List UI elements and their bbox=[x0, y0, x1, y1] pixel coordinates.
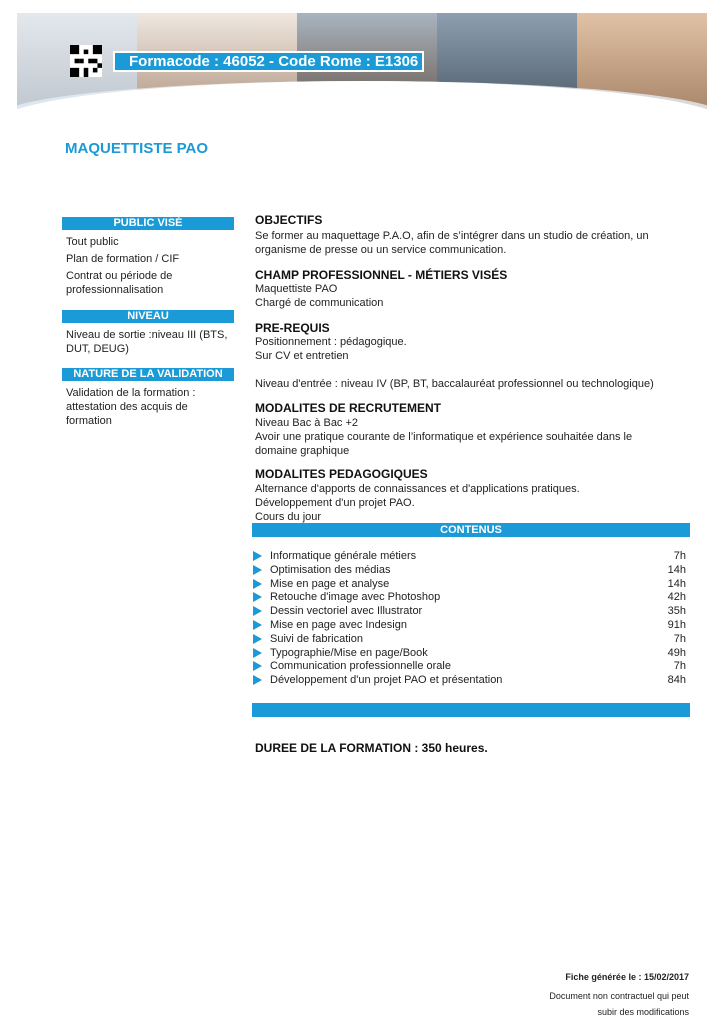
niveau-text: Niveau de sortie :niveau III (BTS, DUT, DEUG) bbox=[66, 329, 228, 355]
niveau-entree: Niveau d'entrée : niveau IV (BP, BT, baccalauréat professionnel ou technologique) bbox=[255, 378, 654, 390]
contenus-item-label: Informatique générale métiers bbox=[270, 550, 417, 562]
contenus-heading: CONTENUS bbox=[252, 523, 690, 537]
public-item: Tout public bbox=[66, 236, 119, 248]
public-item: Plan de formation / CIF bbox=[66, 253, 180, 265]
prerequis-heading: PRE-REQUIS bbox=[255, 321, 330, 335]
contenus-item-hours: 14h bbox=[667, 577, 686, 590]
contenus-item-label: Mise en page et analyse bbox=[270, 577, 390, 590]
objectifs-text: Se former au maquettage P.A.O, afin de s’intégrer dans un studio de création, un organisme de presse ou un service communication. bbox=[255, 230, 649, 256]
contenus-item bbox=[253, 549, 686, 563]
contenus-item-label: Mise en page avec Indesign bbox=[270, 619, 407, 631]
contenus-item-hours: 35h bbox=[667, 605, 686, 618]
contenus-item-hours: 42h bbox=[667, 591, 686, 604]
contenus-item-hours: 91h bbox=[667, 619, 686, 631]
contenus-item-label: Retouche d'image avec Photoshop bbox=[270, 591, 441, 604]
pedagogiques-heading: MODALITES PEDAGOGIQUES bbox=[255, 467, 428, 481]
generated-date: Fiche générée le : 15/02/2017 bbox=[565, 972, 689, 982]
contenus-item-label: Suivi de fabrication bbox=[270, 632, 363, 645]
triangle-bullet-icon bbox=[253, 565, 262, 575]
pedagogiques-line: Cours du jour bbox=[255, 511, 322, 523]
contenus-footer-bar bbox=[252, 703, 690, 717]
recrutement-heading: MODALITES DE RECRUTEMENT bbox=[255, 401, 441, 415]
contenus-item bbox=[253, 659, 686, 673]
contenus-item bbox=[253, 577, 686, 591]
pedagogiques-line: Développement d'un projet PAO. bbox=[255, 497, 415, 509]
pedagogiques-line: Alternance d'apports de connaissances et d'applications pratiques. bbox=[255, 483, 580, 495]
contenus-item-hours: 49h bbox=[667, 646, 686, 659]
contenus-item bbox=[253, 618, 686, 632]
objectifs-heading: OBJECTIFS bbox=[255, 213, 323, 227]
recrutement-line: Avoir une pratique courante de l’informatique et expérience souhaitée dans le domaine graphique bbox=[255, 431, 633, 457]
niveau-heading: NIVEAU bbox=[62, 310, 234, 323]
triangle-bullet-icon bbox=[253, 579, 262, 589]
contenus-item-label: Optimisation des médias bbox=[270, 563, 391, 576]
disclaimer-line: subir des modifications bbox=[597, 1007, 689, 1017]
contenus-item-hours: 7h bbox=[673, 550, 686, 562]
contenus-item bbox=[253, 590, 686, 604]
contenus-item-hours: 84h bbox=[667, 674, 686, 687]
contenus-item-label: Dessin vectoriel avec Illustrator bbox=[270, 605, 423, 618]
validation-text: Validation de la formation : attestation des acquis de formation bbox=[66, 387, 196, 427]
recrutement-line: Niveau Bac à Bac +2 bbox=[255, 417, 359, 429]
page-title: MAQUETTISTE PAO bbox=[65, 140, 209, 157]
triangle-bullet-icon bbox=[253, 648, 262, 658]
contenus-item bbox=[253, 604, 686, 618]
contenus-item bbox=[253, 673, 686, 687]
champ-line: Maquettiste PAO bbox=[255, 283, 338, 295]
champ-line: Chargé de communication bbox=[255, 297, 384, 309]
contenus-item bbox=[253, 563, 686, 577]
contenus-item-label: Communication professionnelle orale bbox=[270, 660, 451, 673]
public-vise-heading: PUBLIC VISÉ bbox=[62, 217, 234, 230]
triangle-bullet-icon bbox=[253, 661, 262, 671]
formacode-label: Formacode : 46052 - Code Rome : E1306 bbox=[113, 51, 424, 72]
public-item: Contrat ou période de professionnalisation bbox=[66, 270, 173, 296]
duree-formation: DUREE DE LA FORMATION : 350 heures. bbox=[255, 741, 488, 755]
disclaimer-line: Document non contractuel qui peut bbox=[549, 991, 689, 1001]
contenus-item bbox=[253, 646, 686, 660]
contenus-item-hours: 14h bbox=[667, 563, 686, 576]
triangle-bullet-icon bbox=[253, 634, 262, 644]
contenus-item-label: Développement d'un projet PAO et présentation bbox=[270, 674, 503, 687]
prerequis-line: Positionnement : pédagogique. bbox=[255, 336, 407, 348]
triangle-bullet-icon bbox=[253, 592, 262, 602]
triangle-bullet-icon bbox=[253, 606, 262, 616]
qr-code-icon bbox=[70, 45, 102, 77]
contenus-item-hours: 7h bbox=[673, 632, 686, 645]
validation-heading: NATURE DE LA VALIDATION bbox=[62, 368, 234, 381]
triangle-bullet-icon bbox=[253, 551, 262, 561]
prerequis-line: Sur CV et entretien bbox=[255, 350, 349, 362]
contenus-item bbox=[253, 632, 686, 646]
contenus-item-label: Typographie/Mise en page/Book bbox=[270, 646, 428, 659]
triangle-bullet-icon bbox=[253, 620, 262, 630]
contenus-item-hours: 7h bbox=[673, 660, 686, 673]
champ-heading: CHAMP PROFESSIONNEL - MÉTIERS VISÉS bbox=[255, 268, 508, 282]
triangle-bullet-icon bbox=[253, 675, 262, 685]
